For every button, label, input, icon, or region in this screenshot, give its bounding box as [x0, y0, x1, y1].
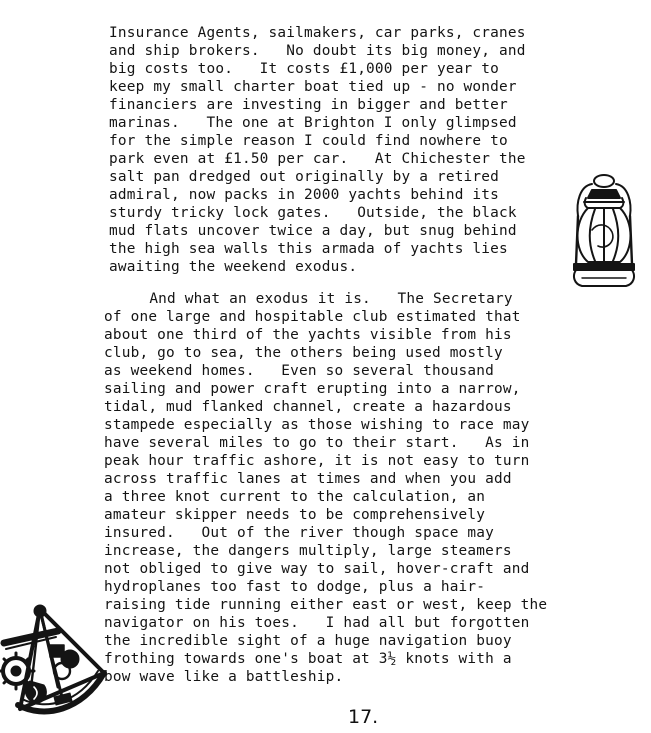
- text-line: salt pan dredged out originally by a retired: [109, 169, 500, 185]
- text-line: have several miles to go to their start. As in: [104, 435, 530, 451]
- text-line: the high sea walls this armada of yachts lies: [109, 241, 508, 257]
- text-line: navigator on his toes. I had all but forgotten: [104, 615, 530, 631]
- text-line: increase, the dangers multiply, large steamers: [104, 543, 512, 559]
- text-line: about one third of the yachts visible from his: [104, 327, 512, 343]
- text-line: hydroplanes too fast to dodge, plus a hair-: [104, 579, 486, 595]
- text-line: And what an exodus it is. The Secretary: [105, 291, 513, 307]
- sextant-icon: [0, 601, 112, 719]
- text-line: park even at £1.50 per car. At Chichester the: [109, 151, 526, 167]
- text-line: frothing towards one's boat at 3½ knots with a: [104, 651, 512, 667]
- text-line: peak hour traffic ashore, it is not easy to turn: [104, 453, 530, 469]
- text-line: awaiting the weekend exodus.: [109, 259, 358, 275]
- text-line: and ship brokers. No doubt its big money, and: [109, 43, 526, 59]
- text-line: as weekend homes. Even so several thousand: [104, 363, 495, 379]
- text-line: club, go to sea, the others being used mostly: [104, 345, 503, 361]
- text-line: marinas. The one at Brighton I only glimpsed: [109, 115, 517, 131]
- text-line: a three knot current to the calculation, an: [104, 489, 486, 505]
- text-line: across traffic lanes at times and when you add: [104, 471, 512, 487]
- text-line: bow wave like a battleship.: [104, 669, 344, 685]
- text-line: admiral, now packs in 2000 yachts behind its: [109, 187, 500, 203]
- hurricane-lantern-icon: [562, 172, 642, 290]
- text-line: for the simple reason I could find nowhere to: [109, 133, 508, 149]
- text-line: big costs too. It costs £1,000 per year to: [109, 61, 500, 77]
- text-line: sailing and power craft erupting into a narrow,: [104, 381, 521, 397]
- text-line: financiers are investing in bigger and better: [109, 97, 508, 113]
- text-line: keep my small charter boat tied up - no wonder: [109, 79, 517, 95]
- text-line: amateur skipper needs to be comprehensively: [104, 507, 486, 523]
- text-line: of one large and hospitable club estimated that: [104, 309, 521, 325]
- text-line: insured. Out of the river though space may: [104, 525, 495, 541]
- text-line: the incredible sight of a huge navigation buoy: [104, 633, 512, 649]
- text-line: stampede especially as those wishing to race may: [104, 417, 530, 433]
- page-number: 17.: [348, 706, 379, 728]
- text-line: sturdy tricky lock gates. Outside, the black: [109, 205, 517, 221]
- text-line: tidal, mud flanked channel, create a hazardous: [104, 399, 512, 415]
- text-line: Insurance Agents, sailmakers, car parks, cranes: [109, 25, 526, 41]
- text-line: mud flats uncover twice a day, but snug behind: [109, 223, 517, 239]
- text-line: not obliged to give way to sail, hover-craft and: [104, 561, 530, 577]
- text-line: raising tide running either east or west, keep the: [104, 597, 548, 613]
